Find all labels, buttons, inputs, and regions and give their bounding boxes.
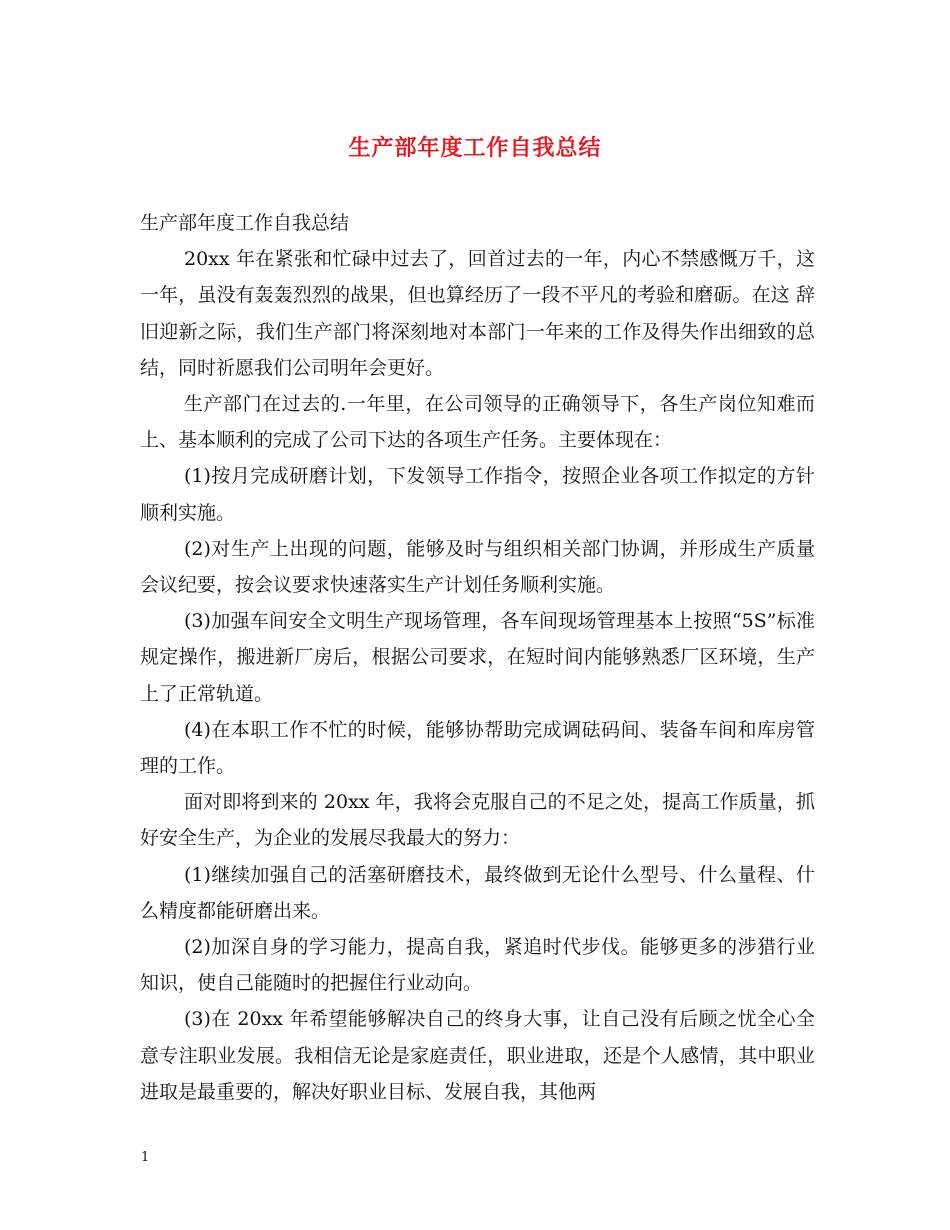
page-number: 1 — [141, 1150, 150, 1165]
list-item: (1)继续加强自己的活塞研磨技术，最终做到无论什么型号、什么量程、什么精度都能研磨出来。 — [140, 863, 815, 922]
list-item: (4)在本职工作不忙的时候，能够协帮助完成调砝码间、装备车间和库房管理的工作。 — [140, 718, 815, 778]
paragraph-plan: 面对即将到来的 20xx 年，我将会克服自己的不足之处，提高工作质量，抓好安全生产，为企业的发展尽我最大的努力： — [140, 791, 815, 850]
list-item: (3)在 20xx 年希望能够解决自己的终身大事，让自己没有后顾之忧全心全意专注职业发展。我相信无论是家庭责任，职业进取，还是个人感情，其中职业进取是最重要的，解决好职业目标、发展自我，其他两 — [140, 1008, 815, 1103]
list-item: (2)加深自身的学习能力，提高自我，紧追时代步伐。能够更多的涉猎行业知识，使自己能随时的把握住行业动向。 — [140, 936, 815, 995]
document-title: 生产部年度工作自我总结 — [348, 136, 602, 161]
paragraph-summary: 生产部门在过去的.一年里，在公司领导的正确领导下，各生产岗位知难而上、基本顺利的完成了公司下达的各项生产任务。主要体现在： — [140, 393, 815, 452]
document-body — [140, 205, 815, 1110]
list-item: (2)对生产上出现的问题，能够及时与组织相关部门协调，并形成生产质量会议纪要，按会议要求快速落实生产计划任务顺利实施。 — [140, 537, 815, 597]
body-heading: 生产部年度工作自我总结 — [140, 212, 350, 234]
paragraph-intro: 20xx 年在紧张和忙碌中过去了，回首过去的一年，内心不禁感慨万千，这一年，虽没有轰轰烈烈的战果，但也算经历了一段不平凡的考验和磨砺。在这 辞旧迎新之际，我们生产部门将深刻地对本部门一年来的工作及得失作出细致的总结，同时祈愿我们公司明年会更好。 — [140, 248, 815, 379]
list-item: (1)按月完成研磨计划，下发领导工作指令，按照企业各项工作拟定的方针顺利实施。 — [140, 465, 815, 524]
list-item: (3)加强车间安全文明生产现场管理，各车间现场管理基本上按照“5S”标准规定操作，搬进新厂房后，根据公司要求，在短时间内能够熟悉厂区环境，生产上了正常轨道。 — [140, 610, 815, 705]
